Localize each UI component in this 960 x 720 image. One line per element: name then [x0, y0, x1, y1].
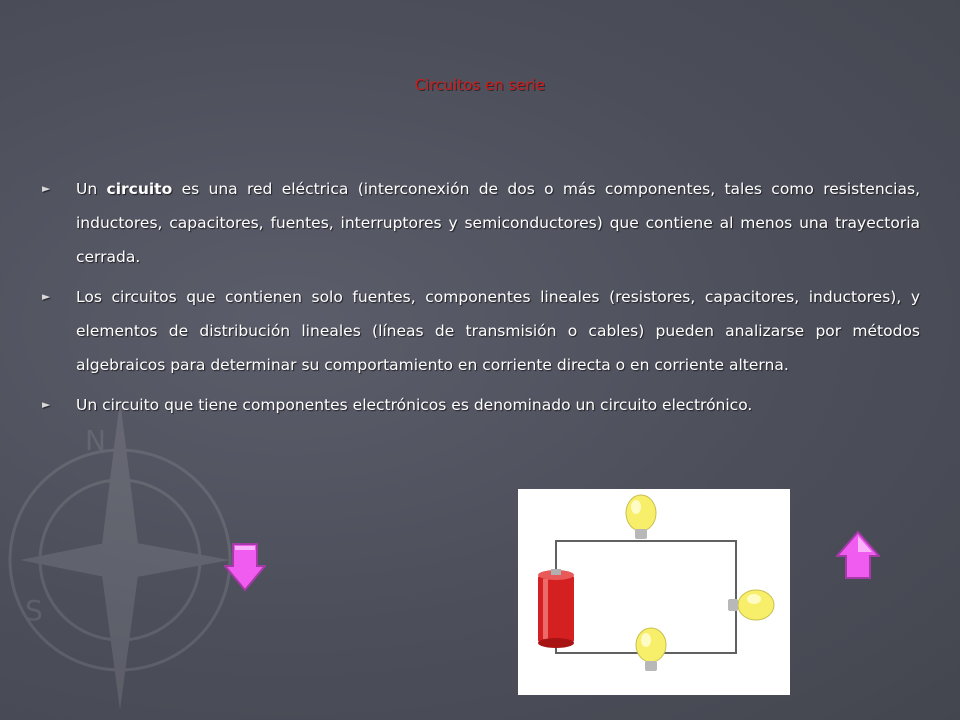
bullet-item-linear-circuits	[40, 280, 920, 382]
bullet-text-definition: es una red eléctrica (interconexión de dos o más componentes, tales como resistencias, inductores, capacitores, fuentes, interruptores y semiconductores) que contiene al menos una trayectoria cerrada.	[76, 180, 920, 266]
bullet-arrow-icon: ►	[42, 398, 51, 411]
arrow-down-icon[interactable]	[224, 542, 266, 592]
svg-text:S: S	[25, 594, 43, 627]
arrow-up-icon[interactable]	[836, 530, 880, 580]
bullet-item-circuit-definition	[40, 172, 920, 274]
bullet-item-electronic-circuit	[40, 388, 920, 422]
svg-text:N: N	[85, 424, 106, 457]
bullet-arrow-icon: ►	[42, 290, 51, 303]
bullet-list	[40, 172, 920, 422]
circuit-illustration-panel	[518, 489, 790, 695]
compass-watermark-icon	[0, 380, 260, 720]
bulb-icon-right	[728, 590, 774, 620]
bulb-icon-bottom	[636, 628, 666, 671]
battery-icon	[538, 569, 574, 648]
slide-title: Circuitos en serie	[414, 76, 546, 94]
series-circuit-illustration	[518, 489, 790, 695]
bullet-text-keyword: circuito	[106, 180, 173, 198]
bullet-arrow-icon: ►	[42, 182, 51, 195]
bullet-text: Un circuito que tiene componentes electrónicos es denominado un circuito electrónico.	[76, 396, 753, 414]
bulb-icon-top	[626, 495, 656, 539]
bullet-text: Los circuitos que contienen solo fuentes, componentes lineales (resistores, capacitores, inductores), y elementos de distribución lineales (líneas de transmisión o cables) pueden analizarse por métodos algebraicos para determinar su comportamiento en corriente directa o en corriente alterna.	[76, 288, 920, 374]
bullet-text-intro: Un	[76, 180, 107, 198]
